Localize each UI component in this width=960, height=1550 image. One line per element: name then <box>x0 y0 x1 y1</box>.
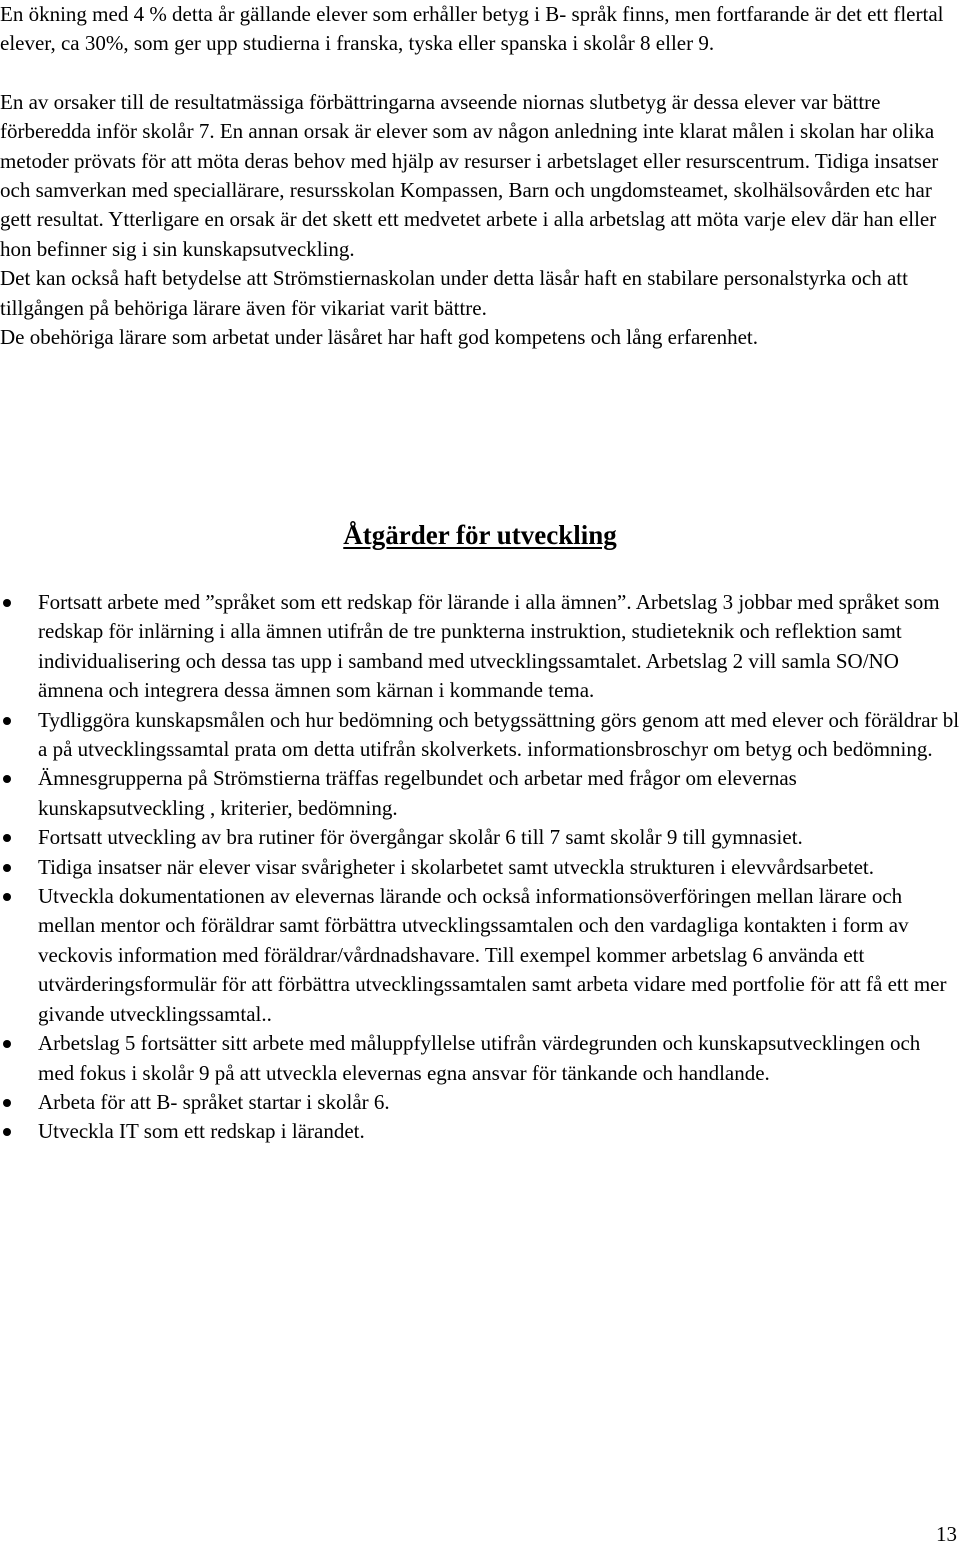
bullet-icon <box>3 864 11 872</box>
list-item <box>0 1029 960 1088</box>
list-item <box>0 853 960 882</box>
list-item <box>0 882 960 1029</box>
list-item-text: Arbetslag 5 fortsätter sitt arbete med måluppfyllelse utifrån värdegrunden och kunskapsutvecklingen och med fokus i skolår 9 på att utveckla elevernas egna ansvar för tänkande och handlande. <box>38 1031 921 1085</box>
list-item <box>0 823 960 852</box>
list-item-text: Ämnesgrupperna på Strömstierna träffas regelbundet och arbetar med frågor om elevernas kunskapsutveckling , kriterier, bedömning. <box>38 766 797 820</box>
list-item-text: Fortsatt utveckling av bra rutiner för övergångar skolår 6 till 7 samt skolår 9 till gymnasiet. <box>38 825 803 850</box>
bullet-icon <box>3 1128 11 1136</box>
list-item-text: Tidiga insatser när elever visar svårigheter i skolarbetet samt utveckla strukturen i elevvårdsarbetet. <box>38 854 875 879</box>
bullet-icon <box>3 599 11 607</box>
intro-paragraph-reasons: En av orsaker till de resultatmässiga förbättringarna avseende niornas slutbetyg är dessa elever var bättre förberedda inför skolår 7. En annan orsak är elever som av någon anledning inte klarat målen i skolan har olika metoder prövats för att möta deras behov med hjälp av resurser i arbetslaget eller resurscentrum. Tidiga insatser och samverkan med speciallärare, resursskolan Kompassen, Barn och ungdomsteamet, skolhälsovården etc har gett resultat. Ytterligare en orsak är det skett ett medvetet arbete i alla arbetslag att möta varje elev där han eller hon befinner sig i sin kunskapsutveckling. <box>0 89 939 261</box>
list-item-text: Tydliggöra kunskapsmålen och hur bedömning och betygssättning görs genom att med elever och föräldrar bl a på utvecklingssamtal prata om detta utifrån skolverkets. informationsbroschyr om betyg och bedömning. <box>38 707 960 762</box>
list-item-text: Arbeta för att B- språket startar i skolår 6. <box>38 1089 390 1114</box>
intro-text <box>0 0 960 352</box>
list-item <box>0 1088 960 1117</box>
list-item-text: Utveckla dokumentationen av elevernas lärande och också informationsöverföringen mellan lärare och mellan mentor och föräldrar samt förbättra utvecklingssamtalen och den vardagliga kontakten i form av veckovis information med föräldrar/vårdnadshavare. Till exempel kommer arbetslag 6 använda ett utvärderingsformulär för att förbättra utvecklingssamtalen samt arbeta vidare med portfolie för att få ett mer givande utvecklingssamtal.. <box>38 884 947 1026</box>
list-item <box>0 706 960 765</box>
list-item <box>0 588 960 706</box>
intro-paragraph-staffing: Det kan också haft betydelse att Strömstiernaskolan under detta läsår haft en stabilare personalstyrka och att tillgången på behöriga lärare även för vikariat varit bättre. <box>0 266 908 320</box>
page-number: 13 <box>936 1522 957 1546</box>
list-item <box>0 764 960 823</box>
bullet-icon <box>3 834 11 842</box>
bullet-icon <box>3 1099 11 1107</box>
intro-paragraph-teachers: De obehöriga lärare som arbetat under läsåret har haft god kompetens och lång erfarenhet. <box>0 325 758 350</box>
list-item <box>0 1117 960 1146</box>
bullet-icon <box>3 717 11 725</box>
intro-paragraph-b-language: En ökning med 4 % detta år gällande elever som erhåller betyg i B- språk finns, men fortfarande är det ett flertal elever, ca 30%, som ger upp studierna i franska, tyska eller spanska i skolår 8 eller 9. <box>0 2 944 56</box>
bullet-icon <box>3 893 11 901</box>
list-item-text: Utveckla IT som ett redskap i lärandet. <box>38 1119 365 1144</box>
measures-list <box>0 588 960 1147</box>
bullet-icon <box>3 1040 11 1048</box>
section-heading: Åtgärder för utveckling <box>343 520 617 550</box>
list-item-text: Fortsatt arbete med ”språket som ett redskap för lärande i alla ämnen”. Arbetslag 3 jobbar med språket som redskap för inlärning i alla ämnen utifrån de tre punkterna instruktion, studieteknik och reflektion samt individualisering och dessa tas upp i samband med utvecklingssamtalet. Arbetslag 2 vill samla SO/NO ämnena och integrera dessa ämnen som kärnan i kommande tema. <box>38 590 940 703</box>
bullet-icon <box>3 775 11 783</box>
